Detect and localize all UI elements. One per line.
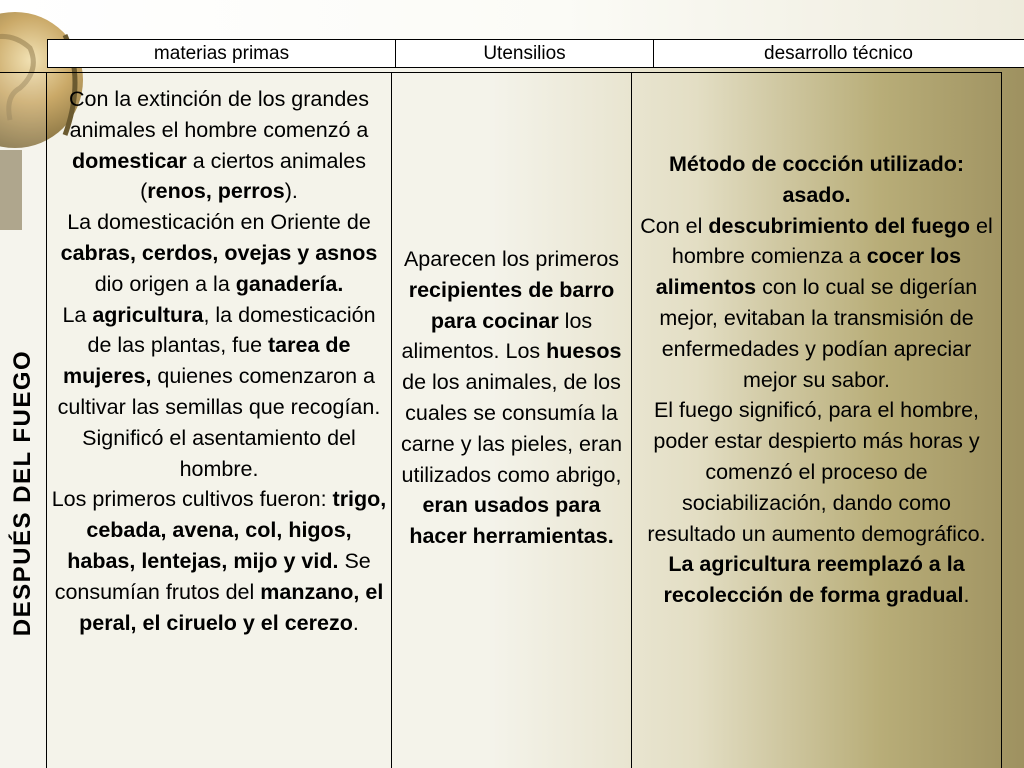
- text-run: Método de cocción utilizado: asado.: [668, 152, 965, 207]
- text-run: eran usados para hacer herramientas.: [409, 493, 614, 549]
- text-run: de los animales, de los cuales se consumía la carne y las pieles, eran utilizados como abrigo,: [400, 370, 623, 487]
- text-run: descubrimiento del fuego: [708, 213, 971, 238]
- text-run: La agricultura reemplazó a la recolección de forma gradual: [663, 552, 965, 608]
- text-run: Con la extinción de los grandes animales el hombre comenzó a: [69, 87, 369, 142]
- top-band: [0, 0, 1024, 40]
- text-run: El fuego significó, para el hombre, poder estar despierto más horas y comenzó el proceso de sociabilización, dando como resultado un aumento demográfico.: [647, 398, 986, 546]
- text-run: Se consumían frutos del: [54, 548, 371, 604]
- text-run: cocer los alimentos: [655, 244, 962, 300]
- text-run: .: [963, 583, 970, 608]
- cell-utensilios: [392, 72, 632, 768]
- text-run: Aparecen los primeros: [403, 247, 620, 272]
- text-run: tarea de mujeres,: [63, 333, 351, 389]
- text-run: Con el: [640, 213, 709, 238]
- text-run: .: [352, 610, 359, 635]
- text-run: recipientes de barro para cocinar: [408, 277, 615, 333]
- header-materias-primas: materias primas: [48, 40, 396, 67]
- text-run: , la domesticación de las plantas, fue: [87, 302, 376, 358]
- row-label: DESPUÉS DEL FUEGO: [9, 349, 36, 637]
- text-run: agricultura: [92, 302, 204, 327]
- text-run: huesos: [546, 339, 622, 364]
- materias-primas-text: [51, 84, 387, 638]
- text-run: a ciertos animales (: [140, 148, 366, 204]
- text-run: Los primeros cultivos fueron:: [51, 487, 333, 512]
- text-run: cabras, cerdos, ovejas y asnos: [60, 240, 378, 265]
- text-run: trigo, cebada, avena, col, higos, habas, lentejas, mijo y vid.: [67, 487, 387, 573]
- text-run: quienes comenzaron a cultivar las semillas que recogían. Significó el asentamiento del hombre.: [57, 364, 381, 481]
- text-run: ).: [284, 179, 298, 204]
- text-run: renos, perros: [147, 179, 285, 204]
- cell-materias-primas: [47, 72, 392, 768]
- text-run: domesticar: [72, 148, 187, 173]
- text-run: los alimentos. Los: [401, 308, 593, 364]
- text-run: con lo cual se digerían mejor, evitaban la transmisión de enfermedades y podían apreciar mejor su sabor.: [659, 275, 978, 392]
- header-desarrollo-tecnico: desarrollo técnico: [764, 42, 913, 64]
- text-run: La domesticación en Oriente de: [67, 210, 371, 235]
- row-label-cell: [0, 72, 47, 768]
- text-run: dio origen a la: [94, 271, 236, 296]
- text-run: manzano, el peral, el ciruelo y el cerezo: [79, 579, 384, 635]
- table-header-row: [47, 39, 1024, 68]
- header-utensilios: Utensilios: [396, 40, 654, 67]
- text-run: ganadería.: [235, 271, 344, 296]
- utensilios-text: [395, 244, 628, 552]
- desarrollo-tecnico-text: [635, 149, 998, 611]
- text-run: La: [62, 302, 93, 327]
- cell-desarrollo-tecnico: [632, 72, 1002, 768]
- text-run: el hombre comienza a: [671, 213, 993, 269]
